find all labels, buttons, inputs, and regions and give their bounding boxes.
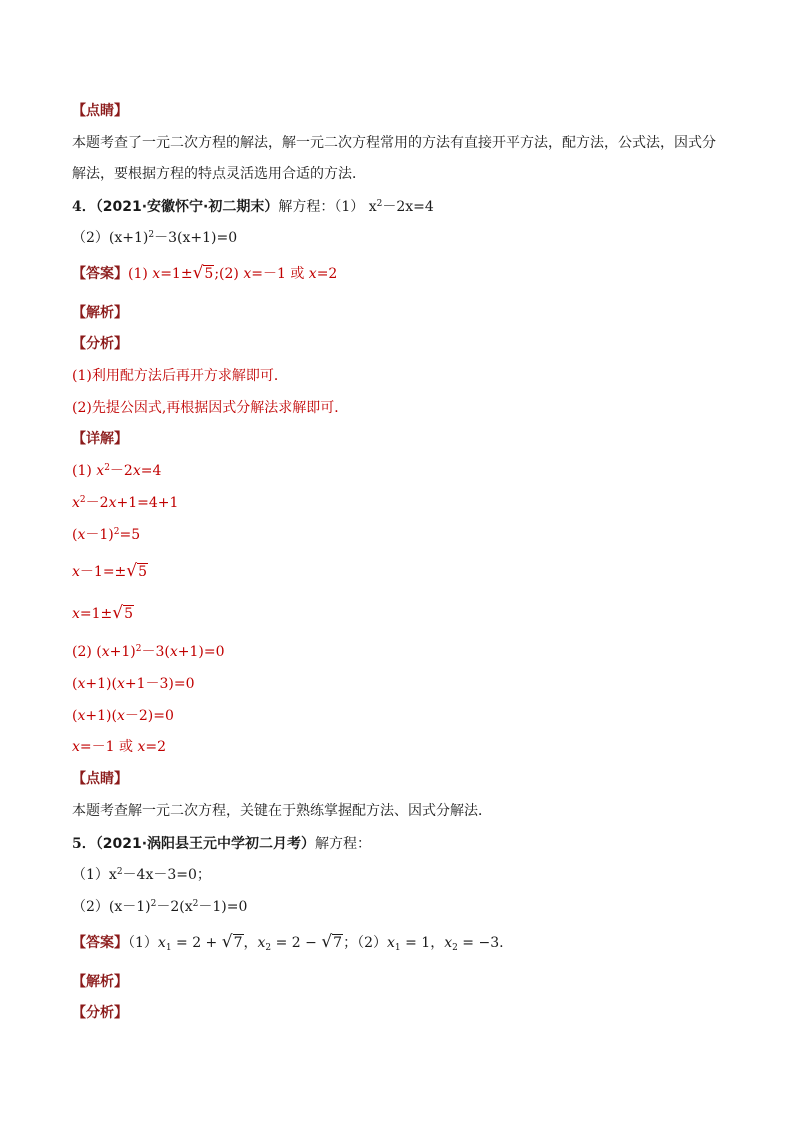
solution-step: (1) $x^2-2x=4$ [72,463,162,479]
solution-step: (2) $(x+1)^2-3(x+1)=0$ [72,644,225,660]
section-header-xiangjie: 【详解】 [72,431,128,447]
question-number: 5． [72,836,96,852]
solution-step: x－1=±√5 [72,561,148,581]
solution-step: x=1±√5 [72,603,134,623]
answer-label: 【答案】 [72,266,128,282]
square-root: √5 [126,561,148,581]
question-source: （2021·安徽怀宁·初二期末） [95,199,279,215]
square-root: √7 [221,932,243,952]
question-4-answer: 【答案】(1) x=1±√5;(2) x=－1 或 x=2 [72,263,338,283]
question-source: （2021·涡阳县王元中学初二月考） [95,836,316,852]
section-header-dianjing: 【点睛】 [72,103,128,119]
answer-label: 【答案】 [72,935,128,951]
square-root: √7 [321,932,343,952]
question-prompt: 解方程： [315,836,372,852]
section-header-jiexi: 【解析】 [72,305,128,321]
question-4-title: 4．（2021·安徽怀宁·初二期末）解方程：（1） $x^2-2x=4$ [72,199,434,215]
solution-step: $x^2-2x+1=4+1$ [72,495,179,511]
section-header-dianjing: 【点睛】 [72,771,128,787]
question-prompt: 解方程：（1） x [278,199,377,215]
analysis-line: (2)先提公因式,再根据因式分解法求解即可． [72,400,349,416]
paragraph-line: 解法，要根据方程的特点灵活选用合适的方法． [72,166,366,182]
question-5-title [72,835,371,853]
paragraph-line: 本题考查了一元二次方程的解法，解一元二次方程常用的方法有直接开平方法，配方法，公式法，因式分 [72,135,716,151]
square-root: √5 [192,263,214,283]
question-4-part-2: $(2)(x+1)^2-3(x+1)=0$ [72,230,238,246]
analysis-line: (1)利用配方法后再开方求解即可． [72,368,288,384]
section-header-jiexi: 【解析】 [72,974,128,990]
solution-step: x=－1 或 x=2 [72,739,166,755]
solution-step: $(x-1)^2=5$ [72,527,141,543]
section-header-fenxi: 【分析】 [72,336,128,352]
question-number: 4． [72,199,96,215]
solution-step: (x+1)(x+1－3)=0 [72,676,195,692]
question-5-part-1: $(1)x^2-4x-3=0$； [72,867,211,883]
paragraph-line: 本题考查解一元二次方程，关键在于熟练掌握配方法、因式分解法． [72,803,492,819]
square-root: √5 [112,603,134,623]
solution-step: (x+1)(x－2)=0 [72,708,174,724]
section-header-fenxi: 【分析】 [72,1005,128,1021]
question-5-part-2: $(2)(x-1)^2-2(x^2-1)=0$ [72,899,248,915]
question-5-answer: 【答案】$(1)x_1 = 2 + √7$，$x_2 = 2 - √7$；$(2)x_1 = 1$，$x_2 = -3$. [72,932,504,953]
